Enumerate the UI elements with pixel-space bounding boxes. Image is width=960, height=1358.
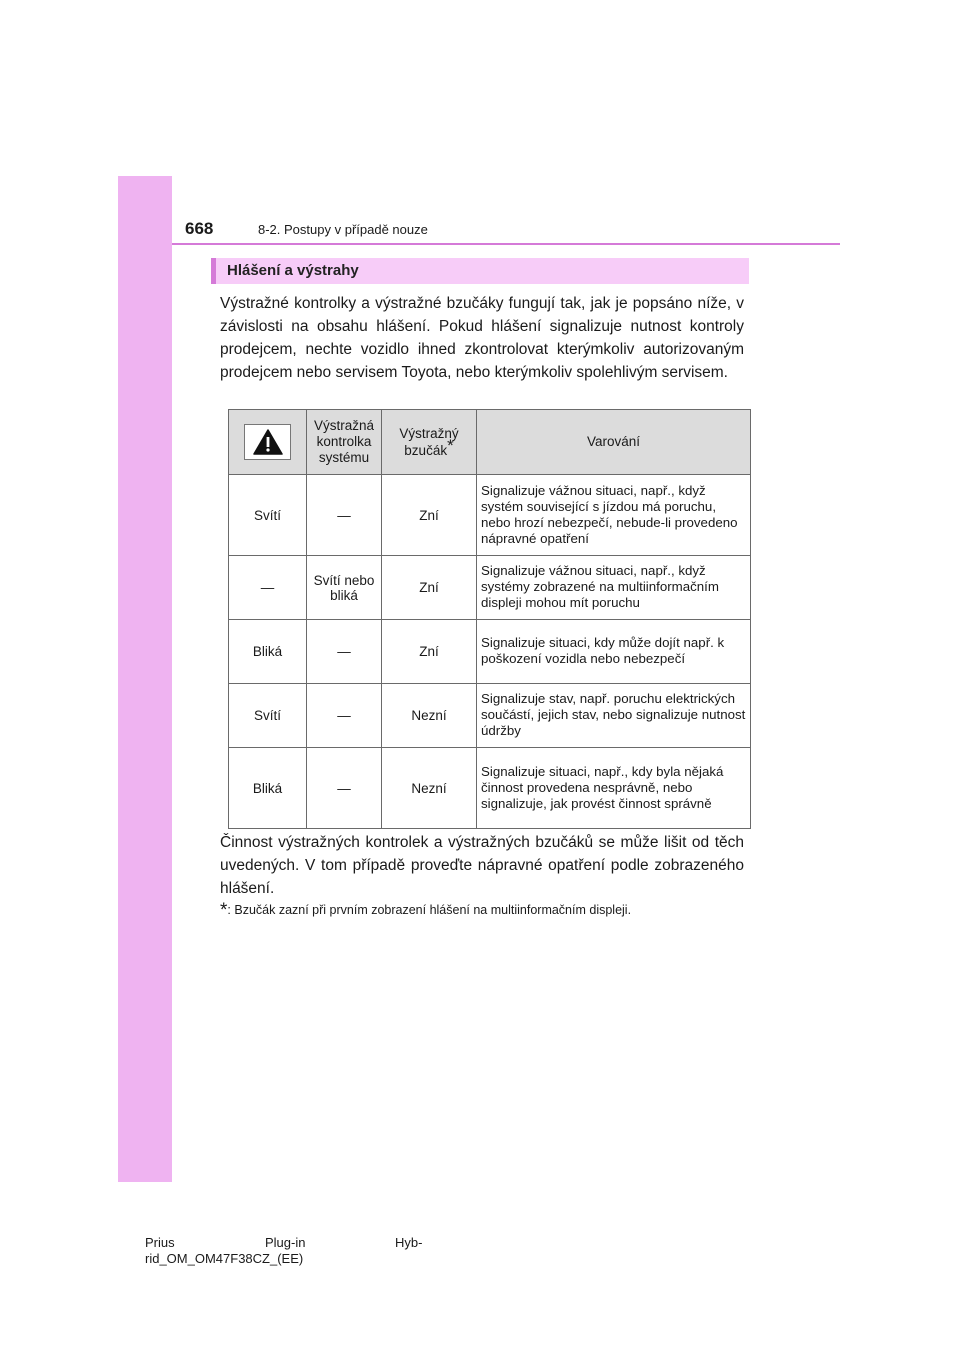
icon-state-cell: Bliká [229, 620, 307, 684]
buzzer-state-cell: Zní [382, 620, 477, 684]
warning-description-cell: Signalizuje vážnou situaci, např., když systém související s jízdou má poruchu, nebo hrozí nebezpečí, nebude-li provedeno nápravné opatření [477, 475, 751, 556]
icon-state-cell: Svítí [229, 684, 307, 748]
warning-triangle-icon [244, 424, 291, 460]
warning-table [228, 409, 751, 829]
buzzer-state-cell: Nezní [382, 748, 477, 829]
warning-description-cell: Signalizuje stav, např. poruchu elektrických součástí, jejich stav, nebo signalizuje nutnost údržby [477, 684, 751, 748]
footer-plugin: Plug-in [265, 1235, 306, 1250]
table-row [229, 748, 751, 829]
light-state-cell: — [307, 748, 382, 829]
buzzer-state-cell: Nezní [382, 684, 477, 748]
table-row [229, 684, 751, 748]
footnote-text: : Bzučák zazní při prvním zobrazení hlášení na multiinformačním displeji. [227, 903, 632, 917]
section-title: Hlášení a výstrahy [227, 262, 359, 279]
document-footer [145, 1235, 422, 1267]
header-light-cell: Výstražná kontrolka systému [307, 410, 382, 475]
table-row [229, 475, 751, 556]
light-state-cell: — [307, 475, 382, 556]
header-divider [172, 243, 840, 245]
footnote [220, 898, 631, 920]
footnote-star: * [220, 900, 228, 921]
header-buzzer-cell [382, 410, 477, 475]
warning-description-cell: Signalizuje situaci, kdy může dojít např. k poškození vozidla nebo nebezpečí [477, 620, 751, 684]
footer-hybrid: Hyb- [395, 1235, 423, 1250]
table-header-row [229, 410, 751, 475]
header-buzzer-label: Výstražný bzučák [399, 425, 459, 458]
header-warning-cell: Varování [477, 410, 751, 475]
footer-line-1 [145, 1235, 422, 1251]
side-color-bar [118, 176, 172, 1182]
light-state-cell: — [307, 620, 382, 684]
buzzer-state-cell: Zní [382, 475, 477, 556]
table-row [229, 556, 751, 620]
light-state-cell: Svítí nebo bliká [307, 556, 382, 620]
warning-description-cell: Signalizuje situaci, např., kdy byla nějaká činnost provedena nesprávně, nebo signalizuje, jak provést činnost správně [477, 748, 751, 829]
closing-paragraph: Činnost výstražných kontrolek a výstražných bzučáků se může lišit od těch uvedených. V tom případě proveďte nápravné opatření podle zobrazeného hlášení. [220, 834, 744, 897]
footnote-mark: * [447, 435, 454, 455]
page-number: 668 [185, 219, 214, 238]
intro-paragraph: Výstražné kontrolky a výstražné bzučáky fungují tak, jak je popsáno níže, v závislosti na obsahu hlášení. Pokud hlášení signalizuje nutnost kontroly prodejcem, nechte vozidlo ihned zkontrolovat kterýmkoliv autorizovaným prodejcem nebo servisem Toyota, nebo kterýmkoliv spolehlivým servisem. [220, 295, 744, 381]
buzzer-state-cell: Zní [382, 556, 477, 620]
warning-description-cell: Signalizuje vážnou situaci, např., když systémy zobrazené na multiinformačním displeji mohou mít poruchu [477, 556, 751, 620]
table-row [229, 620, 751, 684]
icon-state-cell: — [229, 556, 307, 620]
footer-model: Prius [145, 1235, 175, 1250]
icon-state-cell: Bliká [229, 748, 307, 829]
footer-doc-code: rid_OM_OM47F38CZ_(EE) [145, 1251, 304, 1266]
section-heading-bar [211, 258, 749, 284]
chapter-title: 8-2. Postupy v případě nouze [258, 222, 428, 237]
light-state-cell: — [307, 684, 382, 748]
icon-state-cell: Svítí [229, 475, 307, 556]
header-icon-cell [229, 410, 307, 475]
